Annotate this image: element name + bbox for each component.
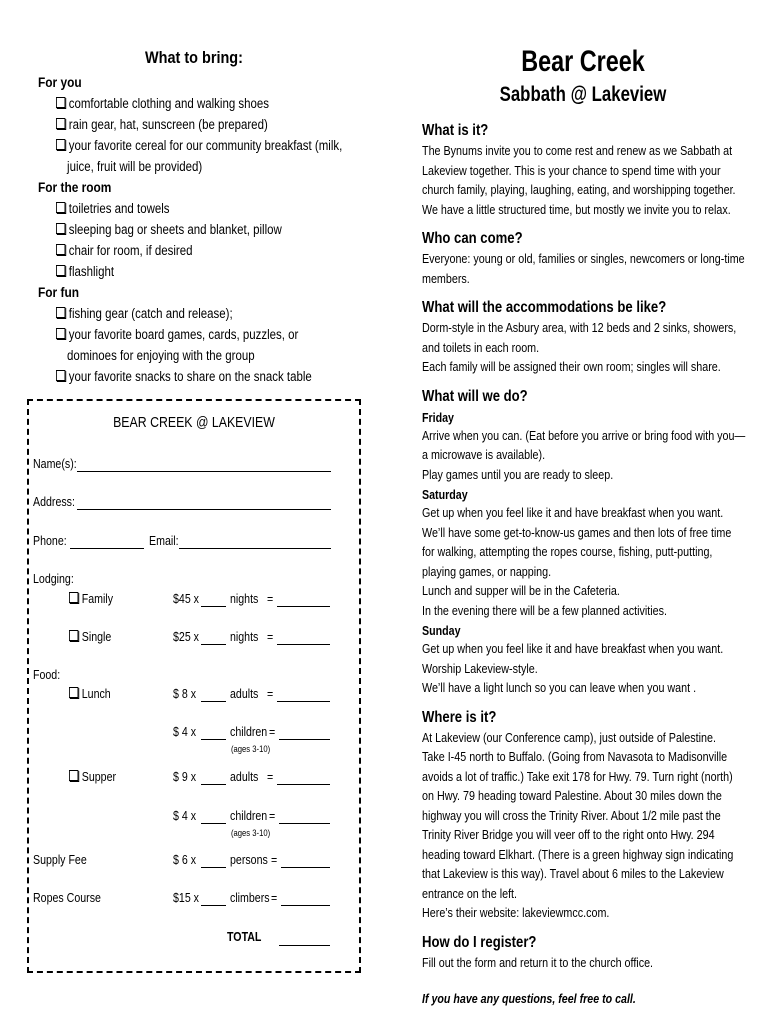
form-title: BEAR CREEK @ LAKEVIEW bbox=[113, 415, 275, 431]
email-label: Email: bbox=[149, 534, 179, 548]
answer-text: Lunch and supper will be in the Cafeteria. bbox=[422, 584, 620, 598]
group-label-you: For you bbox=[38, 74, 82, 90]
single-option[interactable]: Single bbox=[69, 630, 111, 644]
answer-text: Get up when you feel like it and have breakfast when you want. bbox=[422, 506, 724, 520]
question-heading: What is it? bbox=[422, 122, 489, 139]
closing-note: If you have any questions, feel free to call. bbox=[422, 991, 636, 1006]
checklist-item: fishing gear (catch and release); bbox=[56, 303, 320, 324]
website-text: Here’s their website: lakeviewmcc.com. bbox=[422, 906, 610, 920]
lunch-option[interactable]: Lunch bbox=[69, 687, 111, 701]
answer-text: Take I-45 north to Buffalo. (Going from Navasota to Madisonville avoids a lot of traffic.) Take exit 178 for Hwy. 79. Turn right (north) on Hwy. 79 heading toward Palestine. About 30 miles down the highway you will cross the Trinity River. About 1/2 mile past the Trinity River Bridge you will veer off to the right onto Hwy. 294 heading toward Elkhart. (There is a green highway sign indicating that Lakeview is this way). Travel about 6 miles to the Lakeview entrance on the left. bbox=[422, 750, 734, 901]
equals-sign: = bbox=[271, 853, 278, 867]
registration-form bbox=[27, 399, 361, 973]
checkbox-icon[interactable] bbox=[69, 687, 78, 698]
equals-sign: = bbox=[267, 592, 274, 606]
checkbox-icon[interactable] bbox=[56, 370, 65, 381]
bring-title: What to bring: bbox=[145, 48, 243, 67]
day-heading: Sunday bbox=[422, 623, 461, 638]
checkbox-icon[interactable] bbox=[56, 139, 65, 150]
checklist-item: comfortable clothing and walking shoes bbox=[56, 93, 320, 114]
answer-text: Everyone: young or old, families or singles, newcomers or long-time members. bbox=[422, 252, 745, 286]
total-field[interactable] bbox=[279, 945, 330, 946]
supper-option[interactable]: Supper bbox=[69, 770, 116, 784]
phone-field[interactable] bbox=[70, 548, 144, 549]
checklist-item: your favorite board games, cards, puzzles, or dominoes for enjoying with the group bbox=[56, 324, 320, 366]
family-total-field[interactable] bbox=[277, 606, 330, 607]
checkbox-icon[interactable] bbox=[69, 770, 78, 781]
adults-label: adults bbox=[230, 687, 259, 701]
supply-persons-field[interactable] bbox=[201, 867, 226, 868]
children-label: children bbox=[230, 725, 268, 739]
page-subtitle: Sabbath @ Lakeview bbox=[499, 83, 667, 106]
supply-price: $ 6 x bbox=[173, 853, 197, 867]
answer-text: Dorm-style in the Asbury area, with 12 beds and 2 sinks, showers, and toilets in each room. bbox=[422, 321, 737, 355]
climbers-label: climbers bbox=[230, 891, 270, 905]
checklist-item: your favorite cereal for our community breakfast (milk, juice, fruit will be provided) bbox=[56, 135, 320, 177]
bring-section bbox=[22, 44, 367, 387]
day-heading: Friday bbox=[422, 409, 454, 425]
checklist-item: rain gear, hat, sunscreen (be prepared) bbox=[56, 114, 320, 135]
lodging-label: Lodging: bbox=[33, 572, 74, 586]
checkbox-icon[interactable] bbox=[56, 244, 65, 255]
ropes-climbers-field[interactable] bbox=[201, 905, 226, 906]
question-heading: Where is it? bbox=[422, 708, 497, 726]
family-nights-field[interactable] bbox=[201, 606, 226, 607]
supper-adults-total-field[interactable] bbox=[277, 784, 330, 785]
food-label: Food: bbox=[33, 668, 61, 682]
checkbox-icon[interactable] bbox=[56, 223, 65, 234]
answer-text: Get up when you feel like it and have breakfast when you want. bbox=[422, 642, 724, 656]
checkbox-icon[interactable] bbox=[56, 265, 65, 276]
answer-text: The Bynums invite you to come rest and renew as we Sabbath at Lakeview together. This is your chance to spend time with your church family, playing, laughing, eating, and worshipping together. We have a little structured time, but mostly we invite you to relax. bbox=[422, 144, 736, 217]
names-field[interactable] bbox=[77, 471, 331, 472]
answer-text: We’ll have some get-to-know-us games and then lots of free time for walking, attempting the ropes course, fishing, putt-putting, playing games, or napping. bbox=[422, 525, 732, 579]
question-heading: What will the accommodations be like? bbox=[422, 299, 667, 316]
children-label: children bbox=[230, 809, 268, 823]
info-section bbox=[422, 44, 744, 1006]
single-nights-field[interactable] bbox=[201, 644, 226, 645]
day-heading: Saturday bbox=[422, 487, 468, 502]
equals-sign: = bbox=[267, 687, 274, 701]
supper-adult-price: $ 9 x bbox=[173, 770, 197, 784]
checkbox-icon[interactable] bbox=[69, 592, 78, 603]
answer-text: In the evening there will be a few planned activities. bbox=[422, 603, 668, 618]
checklist-item: flashlight bbox=[56, 261, 320, 282]
checkbox-icon[interactable] bbox=[56, 97, 65, 108]
total-label: TOTAL bbox=[227, 930, 262, 944]
answer-text: At Lakeview (our Conference camp), just outside of Palestine. bbox=[422, 730, 716, 745]
equals-sign: = bbox=[269, 809, 276, 823]
answer-text: Fill out the form and return it to the church office. bbox=[422, 955, 654, 970]
answer-text: We’ll have a light lunch so you can leave when you want . bbox=[422, 681, 697, 695]
equals-sign: = bbox=[267, 630, 274, 644]
answer-text: Worship Lakeview-style. bbox=[422, 661, 538, 676]
lunch-adults-total-field[interactable] bbox=[277, 701, 330, 702]
question-heading: How do I register? bbox=[422, 933, 537, 951]
lunch-adults-field[interactable] bbox=[201, 701, 226, 702]
supply-label: Supply Fee bbox=[33, 853, 87, 867]
ropes-total-field[interactable] bbox=[281, 905, 330, 906]
single-total-field[interactable] bbox=[277, 644, 330, 645]
checkbox-icon[interactable] bbox=[56, 202, 65, 213]
ropes-price: $15 x bbox=[173, 891, 200, 905]
question-heading: Who can come? bbox=[422, 230, 523, 247]
question-heading: What will we do? bbox=[422, 387, 528, 405]
supper-adults-field[interactable] bbox=[201, 784, 226, 785]
ages-note: (ages 3-10) bbox=[231, 828, 271, 838]
names-label: Name(s): bbox=[33, 457, 77, 471]
page-title: Bear Creek bbox=[521, 45, 645, 78]
checklist-item: your favorite snacks to share on the snack table bbox=[56, 366, 320, 387]
checklist-item: chair for room, if desired bbox=[56, 240, 320, 261]
supper-children-field[interactable] bbox=[201, 823, 226, 824]
checklist-item: sleeping bag or sheets and blanket, pillow bbox=[56, 219, 320, 240]
address-label: Address: bbox=[33, 495, 75, 509]
checkbox-icon[interactable] bbox=[56, 307, 65, 318]
persons-label: persons bbox=[230, 853, 268, 867]
single-price: $25 x bbox=[173, 630, 200, 644]
phone-label: Phone: bbox=[33, 534, 67, 548]
equals-sign: = bbox=[271, 891, 278, 905]
email-field[interactable] bbox=[179, 548, 331, 549]
equals-sign: = bbox=[267, 770, 274, 784]
nights-label: nights bbox=[230, 630, 259, 644]
adults-label: adults bbox=[230, 770, 259, 784]
checklist-item: toiletries and towels bbox=[56, 198, 320, 219]
ages-note: (ages 3-10) bbox=[231, 744, 271, 754]
ropes-label: Ropes Course bbox=[33, 891, 101, 905]
answer-text: Play games until you are ready to sleep. bbox=[422, 467, 614, 482]
address-field[interactable] bbox=[77, 509, 331, 510]
lunch-children-total-field[interactable] bbox=[279, 739, 330, 740]
equals-sign: = bbox=[269, 725, 276, 739]
supper-child-price: $ 4 x bbox=[173, 809, 197, 823]
group-label-room: For the room bbox=[38, 179, 112, 195]
checkbox-icon[interactable] bbox=[56, 118, 65, 129]
group-label-fun: For fun bbox=[38, 284, 79, 300]
answer-text: Each family will be assigned their own room; singles will share. bbox=[422, 360, 721, 374]
checkbox-icon[interactable] bbox=[69, 630, 78, 641]
family-price: $45 x bbox=[173, 592, 200, 606]
supply-total-field[interactable] bbox=[281, 867, 330, 868]
supper-children-total-field[interactable] bbox=[279, 823, 330, 824]
lunch-child-price: $ 4 x bbox=[173, 725, 197, 739]
nights-label: nights bbox=[230, 592, 259, 606]
checkbox-icon[interactable] bbox=[56, 328, 65, 339]
lunch-adult-price: $ 8 x bbox=[173, 687, 197, 701]
lunch-children-field[interactable] bbox=[201, 739, 226, 740]
family-option[interactable]: Family bbox=[69, 592, 113, 606]
answer-text: Arrive when you can. (Eat before you arrive or bring food with you—a microwave is available). bbox=[422, 428, 746, 462]
